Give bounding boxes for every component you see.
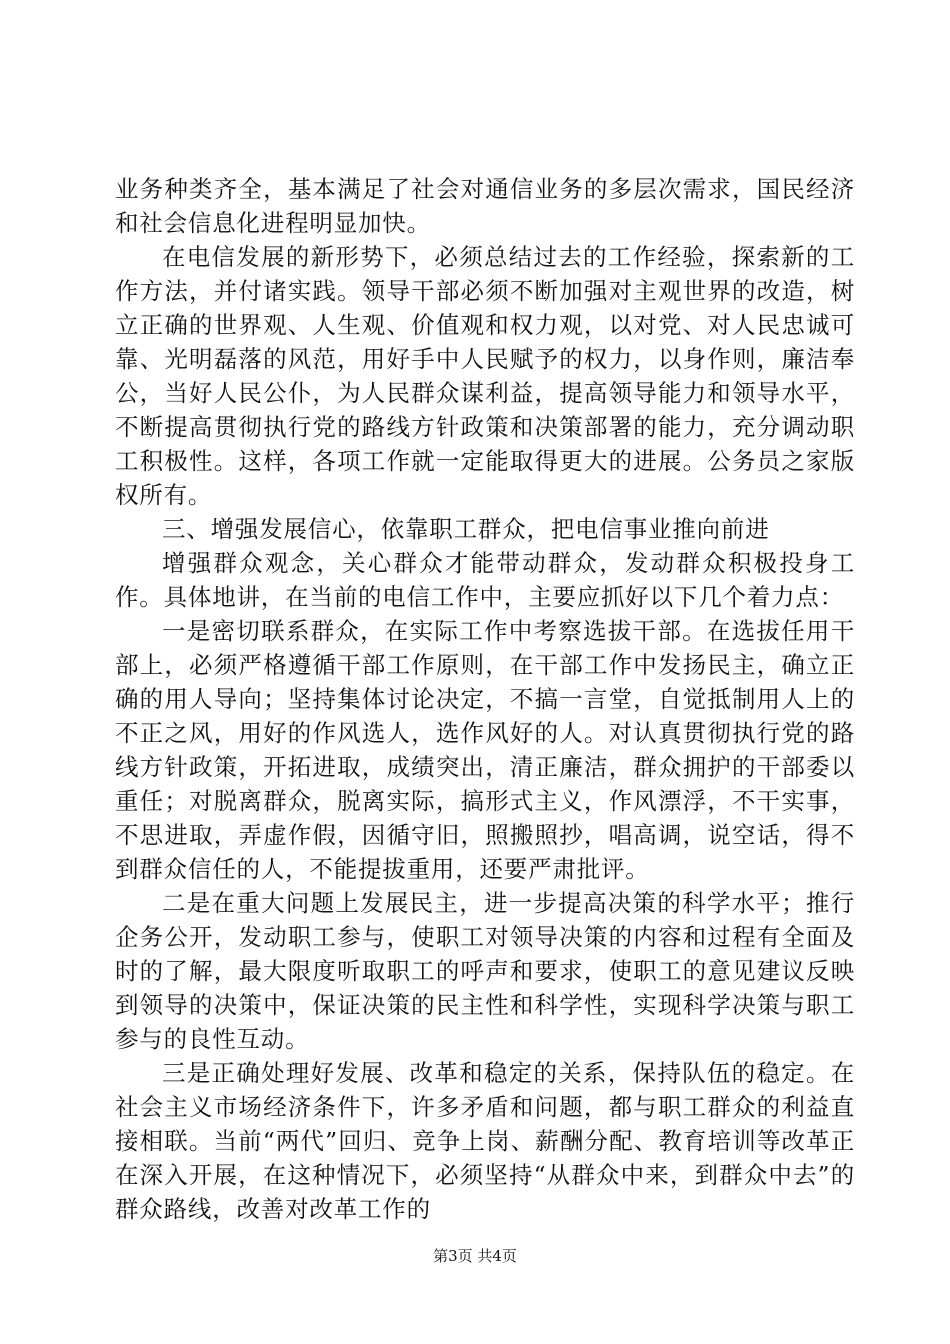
paragraph-5: 二是在重大问题上发展民主，进一步提高决策的科学水平；推行企务公开，发动职工参与，使职工对领导决策的内容和过程有全面及时的了解，最大限度听取职工的呼声和要求，使职工的意见建议反映到领导的决策中，保证决策的民主性和科学性，实现科学决策与职工参与的良性互动。 [115, 889, 855, 1053]
paragraph-1: 业务种类齐全，基本满足了社会对通信业务的多层次需求，国民经济和社会信息化进程明显加快。 [115, 175, 855, 237]
paragraph-3: 增强群众观念，关心群众才能带动群众，发动群众积极投身工作。具体地讲，在当前的电信工作中，主要应抓好以下几个着力点： [115, 549, 855, 611]
paragraph-4: 一是密切联系群众，在实际工作中考察选拔干部。在选拔任用干部上，必须严格遵循干部工作原则，在干部工作中发扬民主，确立正确的用人导向；坚持集体讨论决定，不搞一言堂，自觉抵制用人上的不正之风，用好的作风选人，选作风好的人。对认真贯彻执行党的路线方针政策，开拓进取，成绩突出，清正廉洁，群众拥护的干部委以重任；对脱离群众，脱离实际，搞形式主义，作风漂浮，不干实事，不思进取，弄虚作假，因循守旧，照搬照抄，唱高调，说空话，得不到群众信任的人，不能提拔重用，还要严肃批评。 [115, 617, 855, 883]
document-body [115, 172, 855, 1226]
section-heading: 三、增强发展信心，依靠职工群众，把电信事业推向前进 [162, 515, 770, 543]
paragraph-6: 三是正确处理好发展、改革和稳定的关系，保持队伍的稳定。在社会主义市场经济条件下，许多矛盾和问题，都与职工群众的利益直接相联。当前“两代”回归、竞争上岗、薪酬分配、教育培训等改革正在深入开展，在这种情况下，必须坚持“从群众中来，到群众中去”的群众路线，改善对改革工作的 [115, 1059, 855, 1223]
page-number-footer: 第3页 共4页 [433, 1247, 517, 1265]
paragraph-2: 在电信发展的新形势下，必须总结过去的工作经验，探索新的工作方法，并付诸实践。领导干部必须不断加强对主观世界的改造，树立正确的世界观、人生观、价值观和权力观，以对党、对人民忠诚可靠、光明磊落的风范，用好手中人民赋予的权力，以身作则，廉洁奉公，当好人民公仆，为人民群众谋利益，提高领导能力和领导水平，不断提高贯彻执行党的路线方针政策和决策部署的能力，充分调动职工积极性。这样，各项工作就一定能取得更大的进展。公务员之家版权所有。 [115, 243, 855, 509]
